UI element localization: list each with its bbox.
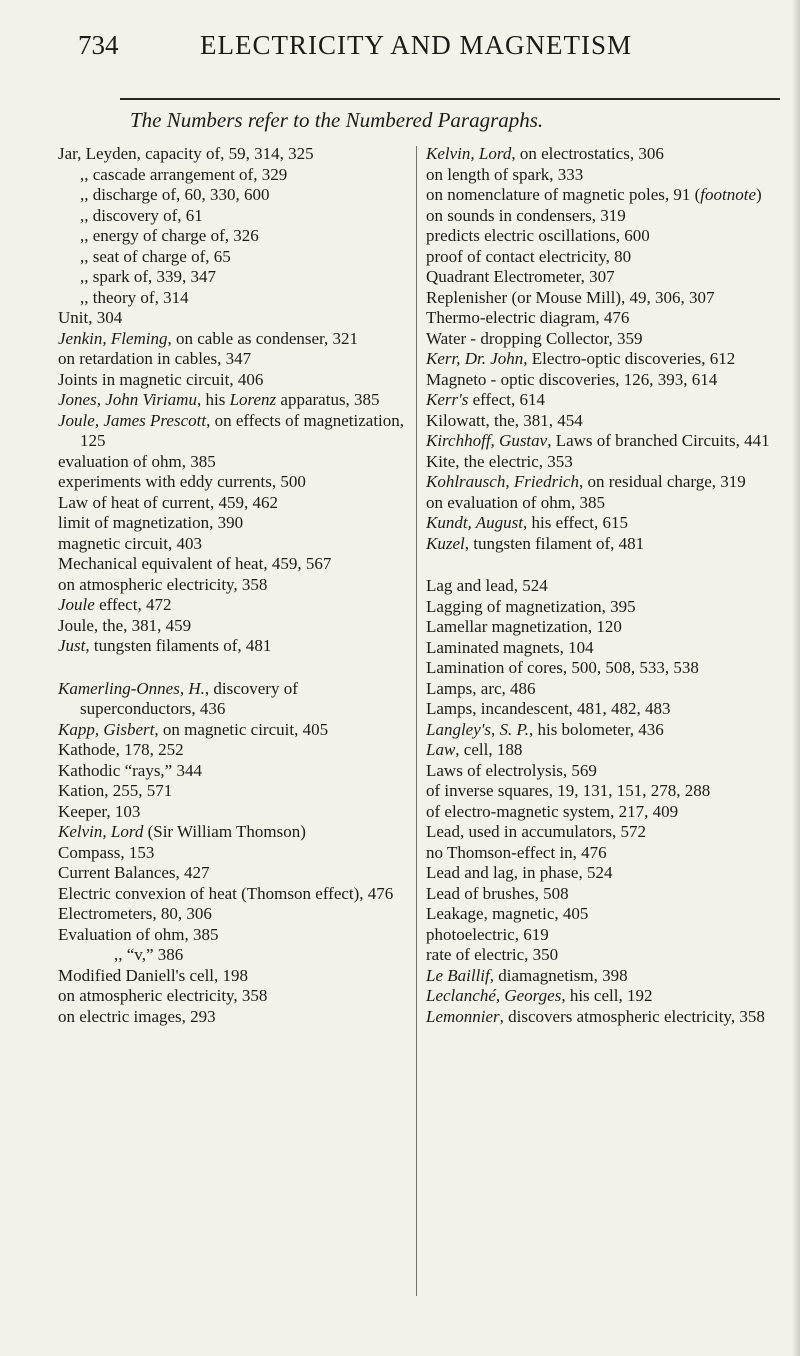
index-entry: Kerr's effect, 614 [426,390,545,409]
header-rule [120,98,780,100]
page-number: 734 [78,30,119,60]
index-entry: ,, discharge of, 60, 330, 600 [80,185,270,204]
column-divider [416,146,417,1296]
index-entry: Jenkin, Fleming, on cable as condenser, 321 [58,328,359,348]
index-entry: evaluation of ohm, 385 [58,451,216,471]
index-entry: predicts electric oscillations, 600 [426,226,650,245]
index-entry: on evaluation of ohm, 385 [426,492,605,512]
index-entry: Just, tungsten filaments of, 481 [58,636,272,655]
index-entry: limit of magnetization, 390 [58,513,244,532]
page-edge [792,0,800,1356]
index-entry: Laws of electrolysis, 569 [426,760,597,780]
index-entry: Jar, Leyden, capacity of, 59, 314, 325 [58,144,314,163]
index-entry: Thermo-electric diagram, 476 [426,308,630,327]
index-subtitle: The Numbers refer to the Numbered Paragraphs. [130,108,544,132]
index-entry: experiments with eddy currents, 500 [58,472,306,491]
index-entry: Leclanché, Georges, his cell, 192 [426,986,653,1005]
index-entry: Evaluation of ohm, 385 [58,924,219,944]
index-entry: of inverse squares, 19, 131, 151, 278, 288 [426,781,711,800]
index-column-right [426,144,778,1027]
index-entry: Lamps, incandescent, 481, 482, 483 [426,699,671,718]
index-entry: Leakage, magnetic, 405 [426,904,589,923]
index-entry: on atmospheric electricity, 358 [58,986,268,1005]
index-entry: Lamps, arc, 486 [426,678,536,698]
index-entry: Lamination of cores, 500, 508, 533, 538 [426,658,699,677]
index-entry: Joule, James Prescott, on effects of magnetization, 125 [58,410,405,450]
index-entry: photoelectric, 619 [426,924,549,944]
index-entry: Mechanical equivalent of heat, 459, 567 [58,554,332,573]
index-entry: Law of heat of current, 459, 462 [58,492,278,512]
index-entry: Kathode, 178, 252 [58,740,184,759]
section-gap [426,554,778,576]
index-entry: Lamellar magnetization, 120 [426,617,622,636]
section-gap [58,657,408,679]
index-entry: Current Balances, 427 [58,863,210,882]
index-entry: Electrometers, 80, 306 [58,904,212,923]
index-entry: Kation, 255, 571 [58,781,173,800]
index-entry: ,, seat of charge of, 65 [80,246,231,266]
index-entry: Lagging of magnetization, 395 [426,596,636,616]
index-entry: on atmospheric electricity, 358 [58,574,268,594]
index-entry: Kapp, Gisbert, on magnetic circuit, 405 [58,719,329,739]
index-entry: Joule effect, 472 [58,595,172,614]
index-entry: ,, “v,” 386 [114,945,184,964]
index-entry: ,, cascade arrangement of, 329 [80,164,288,184]
index-entry: on electric images, 293 [58,1006,216,1026]
index-entry: Kelvin, Lord (Sir William Thomson) [58,822,306,841]
index-entry: Lead and lag, in phase, 524 [426,863,613,882]
index-entry: Lag and lead, 524 [426,576,548,595]
index-entry: Lemonnier, discovers atmospheric electricity, 358 [426,1006,765,1026]
index-entry: rate of electric, 350 [426,945,559,964]
index-entry: Kite, the electric, 353 [426,451,573,471]
index-entry: Unit, 304 [58,308,123,327]
index-entry: Kirchhoff, Gustav, Laws of branched Circuits, 441 [426,431,770,450]
index-entry: Kelvin, Lord, on electrostatics, 306 [426,144,664,163]
index-entry: ,, energy of charge of, 326 [80,226,259,245]
index-entry: Water - dropping Collector, 359 [426,328,643,348]
index-entry: on sounds in condensers, 319 [426,205,626,225]
index-entry: Quadrant Electrometer, 307 [426,267,615,286]
index-entry: on retardation in cables, 347 [58,349,252,368]
index-entry: Jones, John Viriamu, his Lorenz apparatus, 385 [58,390,380,409]
index-entry: Langley's, S. P., his bolometer, 436 [426,719,664,739]
index-entry: Le Baillif, diamagnetism, 398 [426,965,628,985]
index-entry: on length of spark, 333 [426,164,584,184]
index-entry: Joints in magnetic circuit, 406 [58,369,264,389]
index-entry: Compass, 153 [58,842,155,862]
index-entry: Modified Daniell's cell, 198 [58,965,249,985]
index-entry: Kamerling-Onnes, H., discovery of superconductors, 436 [58,678,298,718]
index-entry: Kerr, Dr. John, Electro-optic discoveries, 612 [426,349,736,368]
index-entry: Laminated magnets, 104 [426,637,594,657]
index-entry: on nomenclature of magnetic poles, 91 (footnote) [426,185,762,204]
index-entry: ,, discovery of, 61 [80,205,203,225]
running-title: ELECTRICITY AND MAGNETISM [200,30,632,60]
index-entry: of electro-magnetic system, 217, 409 [426,801,679,821]
page-header [0,30,800,70]
index-entry: Replenisher (or Mouse Mill), 49, 306, 307 [426,287,715,307]
index-entry: Lead, used in accumulators, 572 [426,822,646,841]
index-entry: Electric convexion of heat (Thomson effect), 476 [58,883,394,903]
index-entry: Kilowatt, the, 381, 454 [426,410,583,430]
index-entry: Joule, the, 381, 459 [58,615,192,635]
index-entry: proof of contact electricity, 80 [426,246,632,266]
index-entry: Kundt, August, his effect, 615 [426,513,628,532]
index-entry: ,, theory of, 314 [80,287,189,307]
index-column-left [58,144,408,1027]
index-entry: Law, cell, 188 [426,740,523,759]
index-entry: Kuzel, tungsten filament of, 481 [426,533,645,553]
index-entry: Keeper, 103 [58,801,141,821]
index-entry: Magneto - optic discoveries, 126, 393, 614 [426,369,718,389]
index-entry: Kohlrausch, Friedrich, on residual charge, 319 [426,472,746,491]
index-entry: Kathodic “rays,” 344 [58,760,202,780]
index-entry: no Thomson-effect in, 476 [426,842,607,862]
index-entry: ,, spark of, 339, 347 [80,267,216,286]
index-entry: magnetic circuit, 403 [58,533,202,553]
index-entry: Lead of brushes, 508 [426,883,569,903]
